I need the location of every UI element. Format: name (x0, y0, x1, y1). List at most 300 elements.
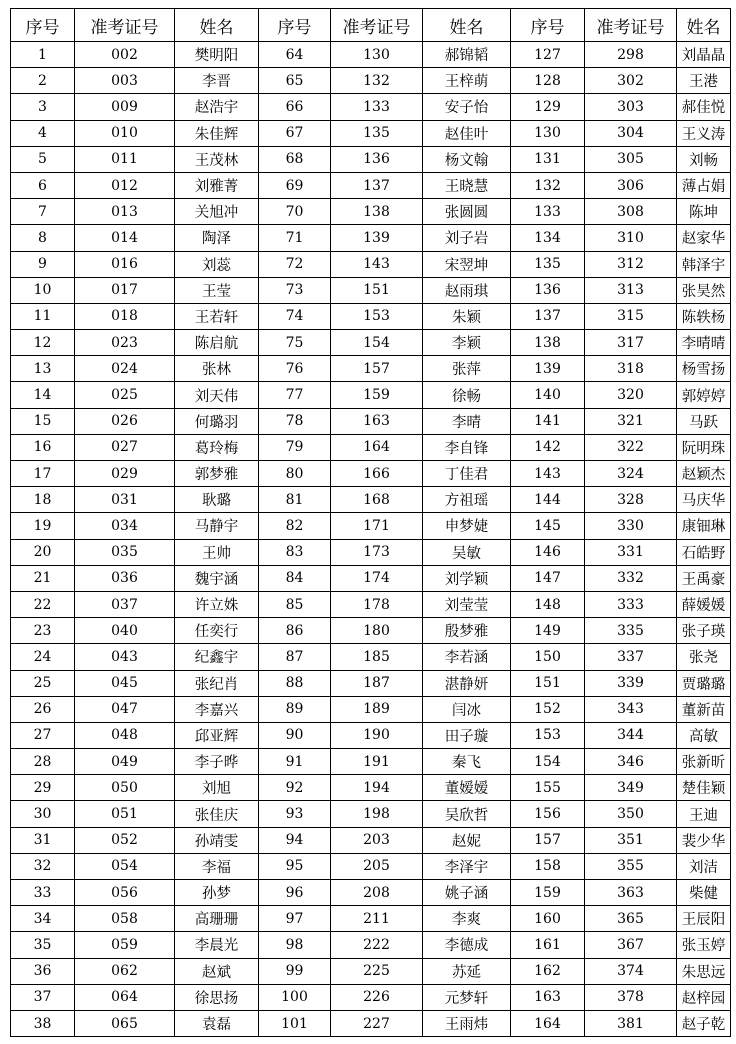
exam-id-cell: 310 (585, 225, 677, 251)
name-cell: 袁磊 (175, 1010, 259, 1036)
table-row (11, 251, 731, 277)
seq-cell: 161 (511, 932, 585, 958)
name-cell: 王禹豪 (677, 565, 731, 591)
exam-id-cell: 378 (585, 984, 677, 1010)
name-cell: 姚子涵 (423, 880, 511, 906)
exam-id-cell: 225 (331, 958, 423, 984)
seq-cell: 144 (511, 487, 585, 513)
seq-cell: 127 (511, 42, 585, 68)
table-row (11, 356, 731, 382)
name-cell: 张新昕 (677, 749, 731, 775)
seq-cell: 130 (511, 120, 585, 146)
seq-cell: 37 (11, 984, 75, 1010)
name-cell: 徐畅 (423, 382, 511, 408)
seq-cell: 79 (259, 434, 331, 460)
seq-cell: 137 (511, 303, 585, 329)
exam-id-cell: 322 (585, 434, 677, 460)
seq-cell: 5 (11, 146, 75, 172)
table-row (11, 958, 731, 984)
table-row (11, 513, 731, 539)
seq-cell: 13 (11, 356, 75, 382)
exam-id-cell: 139 (331, 225, 423, 251)
exam-id-cell: 026 (75, 408, 175, 434)
exam-id-cell: 157 (331, 356, 423, 382)
seq-cell: 157 (511, 827, 585, 853)
table-row (11, 749, 731, 775)
name-cell: 郝锦韬 (423, 42, 511, 68)
seq-cell: 158 (511, 853, 585, 879)
name-cell: 赵斌 (175, 958, 259, 984)
name-cell: 赵颖杰 (677, 461, 731, 487)
name-cell: 张昊然 (677, 277, 731, 303)
name-cell: 邱亚辉 (175, 722, 259, 748)
seq-cell: 1 (11, 42, 75, 68)
name-cell: 王帅 (175, 539, 259, 565)
header-name: 姓名 (423, 9, 511, 42)
exam-id-cell: 151 (331, 277, 423, 303)
seq-cell: 75 (259, 330, 331, 356)
name-cell: 李子晔 (175, 749, 259, 775)
name-cell: 张林 (175, 356, 259, 382)
seq-cell: 129 (511, 94, 585, 120)
name-cell: 杨文翰 (423, 146, 511, 172)
exam-id-cell: 302 (585, 68, 677, 94)
name-cell: 王义涛 (677, 120, 731, 146)
name-cell: 刘蕊 (175, 251, 259, 277)
name-cell: 高敏 (677, 722, 731, 748)
name-cell: 郭婷婷 (677, 382, 731, 408)
exam-id-cell: 328 (585, 487, 677, 513)
seq-cell: 93 (259, 801, 331, 827)
seq-cell: 76 (259, 356, 331, 382)
exam-id-cell: 190 (331, 722, 423, 748)
table-row (11, 801, 731, 827)
name-cell: 李晨光 (175, 932, 259, 958)
exam-id-cell: 010 (75, 120, 175, 146)
name-cell: 贾璐璐 (677, 670, 731, 696)
seq-cell: 28 (11, 749, 75, 775)
exam-id-cell: 337 (585, 644, 677, 670)
exam-id-cell: 130 (331, 42, 423, 68)
exam-id-cell: 159 (331, 382, 423, 408)
name-cell: 王晓慧 (423, 172, 511, 198)
name-cell: 朱颖 (423, 303, 511, 329)
name-cell: 柴健 (677, 880, 731, 906)
name-cell: 康钿琳 (677, 513, 731, 539)
name-cell: 马庆华 (677, 487, 731, 513)
name-cell: 高珊珊 (175, 906, 259, 932)
name-cell: 石皓野 (677, 539, 731, 565)
header-exam-id: 准考证号 (331, 9, 423, 42)
name-cell: 赵妮 (423, 827, 511, 853)
exam-id-cell: 029 (75, 461, 175, 487)
table-row (11, 408, 731, 434)
table-row (11, 382, 731, 408)
exam-id-cell: 315 (585, 303, 677, 329)
name-cell: 孙梦 (175, 880, 259, 906)
name-cell: 安子怡 (423, 94, 511, 120)
exam-id-cell: 343 (585, 696, 677, 722)
seq-cell: 141 (511, 408, 585, 434)
name-cell: 魏宇涵 (175, 565, 259, 591)
seq-cell: 88 (259, 670, 331, 696)
table-row (11, 146, 731, 172)
exam-id-cell: 143 (331, 251, 423, 277)
name-cell: 孙靖雯 (175, 827, 259, 853)
table-row (11, 932, 731, 958)
exam-id-cell: 187 (331, 670, 423, 696)
seq-cell: 23 (11, 618, 75, 644)
name-cell: 董新苗 (677, 696, 731, 722)
seq-cell: 21 (11, 565, 75, 591)
table-row (11, 775, 731, 801)
name-cell: 李若涵 (423, 644, 511, 670)
name-cell: 徐思扬 (175, 984, 259, 1010)
seq-cell: 138 (511, 330, 585, 356)
exam-id-cell: 349 (585, 775, 677, 801)
table-row (11, 644, 731, 670)
name-cell: 薛媛媛 (677, 591, 731, 617)
name-cell: 刘畅 (677, 146, 731, 172)
name-cell: 李晋 (175, 68, 259, 94)
seq-cell: 143 (511, 461, 585, 487)
seq-cell: 154 (511, 749, 585, 775)
seq-cell: 18 (11, 487, 75, 513)
name-cell: 陶泽 (175, 225, 259, 251)
exam-id-cell: 333 (585, 591, 677, 617)
exam-id-cell: 023 (75, 330, 175, 356)
name-cell: 董嫒嫒 (423, 775, 511, 801)
seq-cell: 151 (511, 670, 585, 696)
exam-id-cell: 198 (331, 801, 423, 827)
name-cell: 苏延 (423, 958, 511, 984)
name-cell: 朱佳辉 (175, 120, 259, 146)
exam-id-cell: 056 (75, 880, 175, 906)
exam-id-cell: 203 (331, 827, 423, 853)
exam-id-cell: 011 (75, 146, 175, 172)
seq-cell: 84 (259, 565, 331, 591)
seq-cell: 152 (511, 696, 585, 722)
exam-id-cell: 132 (331, 68, 423, 94)
exam-id-cell: 002 (75, 42, 175, 68)
table-row (11, 42, 731, 68)
name-cell: 李嘉兴 (175, 696, 259, 722)
seq-cell: 145 (511, 513, 585, 539)
seq-cell: 65 (259, 68, 331, 94)
seq-cell: 164 (511, 1010, 585, 1036)
table-row (11, 434, 731, 460)
table-row (11, 120, 731, 146)
name-cell: 赵梓园 (677, 984, 731, 1010)
name-cell: 王若轩 (175, 303, 259, 329)
name-cell: 赵佳叶 (423, 120, 511, 146)
exam-id-cell: 367 (585, 932, 677, 958)
seq-cell: 85 (259, 591, 331, 617)
exam-id-cell: 189 (331, 696, 423, 722)
seq-cell: 91 (259, 749, 331, 775)
seq-cell: 66 (259, 94, 331, 120)
exam-id-cell: 178 (331, 591, 423, 617)
roster-table (10, 8, 731, 1037)
exam-id-cell: 305 (585, 146, 677, 172)
seq-cell: 92 (259, 775, 331, 801)
exam-id-cell: 171 (331, 513, 423, 539)
seq-cell: 87 (259, 644, 331, 670)
name-cell: 赵浩宇 (175, 94, 259, 120)
exam-id-cell: 054 (75, 853, 175, 879)
exam-id-cell: 163 (331, 408, 423, 434)
seq-cell: 2 (11, 68, 75, 94)
seq-cell: 73 (259, 277, 331, 303)
exam-id-cell: 330 (585, 513, 677, 539)
exam-id-cell: 045 (75, 670, 175, 696)
seq-cell: 150 (511, 644, 585, 670)
exam-id-cell: 355 (585, 853, 677, 879)
seq-cell: 98 (259, 932, 331, 958)
seq-cell: 27 (11, 722, 75, 748)
exam-id-cell: 173 (331, 539, 423, 565)
seq-cell: 83 (259, 539, 331, 565)
name-cell: 王辰阳 (677, 906, 731, 932)
table-row (11, 618, 731, 644)
seq-cell: 96 (259, 880, 331, 906)
name-cell: 王迪 (677, 801, 731, 827)
exam-id-cell: 035 (75, 539, 175, 565)
exam-id-cell: 332 (585, 565, 677, 591)
exam-id-cell: 016 (75, 251, 175, 277)
table-row (11, 487, 731, 513)
name-cell: 王茂林 (175, 146, 259, 172)
seq-cell: 31 (11, 827, 75, 853)
seq-cell: 35 (11, 932, 75, 958)
seq-cell: 163 (511, 984, 585, 1010)
seq-cell: 8 (11, 225, 75, 251)
seq-cell: 136 (511, 277, 585, 303)
table-row (11, 670, 731, 696)
name-cell: 葛玲梅 (175, 434, 259, 460)
seq-cell: 38 (11, 1010, 75, 1036)
table-row (11, 225, 731, 251)
exam-id-cell: 363 (585, 880, 677, 906)
exam-id-cell: 191 (331, 749, 423, 775)
exam-id-cell: 036 (75, 565, 175, 591)
seq-cell: 131 (511, 146, 585, 172)
table-row (11, 68, 731, 94)
header-name: 姓名 (175, 9, 259, 42)
name-cell: 刘雅菁 (175, 172, 259, 198)
seq-cell: 6 (11, 172, 75, 198)
exam-id-cell: 344 (585, 722, 677, 748)
exam-id-cell: 164 (331, 434, 423, 460)
exam-id-cell: 381 (585, 1010, 677, 1036)
name-cell: 张圆圆 (423, 199, 511, 225)
name-cell: 王梓萌 (423, 68, 511, 94)
name-cell: 王雨炜 (423, 1010, 511, 1036)
name-cell: 刘晶晶 (677, 42, 731, 68)
seq-cell: 16 (11, 434, 75, 460)
exam-id-cell: 351 (585, 827, 677, 853)
name-cell: 任奕行 (175, 618, 259, 644)
seq-cell: 14 (11, 382, 75, 408)
exam-id-cell: 346 (585, 749, 677, 775)
name-cell: 朱思远 (677, 958, 731, 984)
table-row (11, 539, 731, 565)
exam-id-cell: 374 (585, 958, 677, 984)
exam-id-cell: 306 (585, 172, 677, 198)
name-cell: 陈轶杨 (677, 303, 731, 329)
seq-cell: 7 (11, 199, 75, 225)
header-seq: 序号 (259, 9, 331, 42)
seq-cell: 134 (511, 225, 585, 251)
exam-id-cell: 024 (75, 356, 175, 382)
exam-id-cell: 324 (585, 461, 677, 487)
seq-cell: 95 (259, 853, 331, 879)
header-row (11, 9, 731, 42)
exam-id-cell: 064 (75, 984, 175, 1010)
exam-id-cell: 321 (585, 408, 677, 434)
seq-cell: 15 (11, 408, 75, 434)
seq-cell: 70 (259, 199, 331, 225)
table-row (11, 303, 731, 329)
exam-id-cell: 313 (585, 277, 677, 303)
seq-cell: 68 (259, 146, 331, 172)
name-cell: 李德成 (423, 932, 511, 958)
seq-cell: 99 (259, 958, 331, 984)
seq-cell: 160 (511, 906, 585, 932)
table-body (11, 42, 731, 1037)
name-cell: 吴敏 (423, 539, 511, 565)
table-row (11, 330, 731, 356)
name-cell: 关旭冲 (175, 199, 259, 225)
seq-cell: 19 (11, 513, 75, 539)
exam-id-cell: 153 (331, 303, 423, 329)
exam-id-cell: 205 (331, 853, 423, 879)
table-row (11, 461, 731, 487)
seq-cell: 9 (11, 251, 75, 277)
seq-cell: 142 (511, 434, 585, 460)
name-cell: 赵家华 (677, 225, 731, 251)
seq-cell: 24 (11, 644, 75, 670)
name-cell: 宋翌坤 (423, 251, 511, 277)
exam-id-cell: 320 (585, 382, 677, 408)
exam-id-cell: 298 (585, 42, 677, 68)
exam-id-cell: 003 (75, 68, 175, 94)
seq-cell: 89 (259, 696, 331, 722)
header-exam-id: 准考证号 (75, 9, 175, 42)
name-cell: 殷梦雅 (423, 618, 511, 644)
name-cell: 李颖 (423, 330, 511, 356)
seq-cell: 34 (11, 906, 75, 932)
name-cell: 薄占娟 (677, 172, 731, 198)
table-row (11, 827, 731, 853)
name-cell: 刘莹莹 (423, 591, 511, 617)
exam-id-cell: 014 (75, 225, 175, 251)
seq-cell: 133 (511, 199, 585, 225)
name-cell: 刘旭 (175, 775, 259, 801)
name-cell: 王港 (677, 68, 731, 94)
seq-cell: 3 (11, 94, 75, 120)
name-cell: 郭梦雅 (175, 461, 259, 487)
exam-id-cell: 018 (75, 303, 175, 329)
exam-id-cell: 027 (75, 434, 175, 460)
seq-cell: 147 (511, 565, 585, 591)
exam-id-cell: 137 (331, 172, 423, 198)
name-cell: 李福 (175, 853, 259, 879)
name-cell: 张佳庆 (175, 801, 259, 827)
exam-id-cell: 040 (75, 618, 175, 644)
exam-id-cell: 211 (331, 906, 423, 932)
seq-cell: 22 (11, 591, 75, 617)
name-cell: 张玉婷 (677, 932, 731, 958)
name-cell: 李自锋 (423, 434, 511, 460)
seq-cell: 139 (511, 356, 585, 382)
table-row (11, 1010, 731, 1036)
exam-id-cell: 339 (585, 670, 677, 696)
seq-cell: 4 (11, 120, 75, 146)
name-cell: 刘学颖 (423, 565, 511, 591)
table-row (11, 199, 731, 225)
exam-id-cell: 166 (331, 461, 423, 487)
exam-id-cell: 331 (585, 539, 677, 565)
header-seq: 序号 (11, 9, 75, 42)
seq-cell: 153 (511, 722, 585, 748)
exam-id-cell: 208 (331, 880, 423, 906)
exam-id-cell: 047 (75, 696, 175, 722)
name-cell: 李晴晴 (677, 330, 731, 356)
seq-cell: 82 (259, 513, 331, 539)
seq-cell: 78 (259, 408, 331, 434)
exam-id-cell: 312 (585, 251, 677, 277)
seq-cell: 69 (259, 172, 331, 198)
exam-id-cell: 135 (331, 120, 423, 146)
exam-id-cell: 009 (75, 94, 175, 120)
table-row (11, 984, 731, 1010)
seq-cell: 140 (511, 382, 585, 408)
exam-id-cell: 335 (585, 618, 677, 644)
seq-cell: 11 (11, 303, 75, 329)
exam-id-cell: 052 (75, 827, 175, 853)
seq-cell: 86 (259, 618, 331, 644)
name-cell: 刘子岩 (423, 225, 511, 251)
seq-cell: 71 (259, 225, 331, 251)
name-cell: 方祖瑶 (423, 487, 511, 513)
seq-cell: 90 (259, 722, 331, 748)
name-cell: 陈启航 (175, 330, 259, 356)
seq-cell: 101 (259, 1010, 331, 1036)
exam-id-cell: 136 (331, 146, 423, 172)
exam-id-cell: 048 (75, 722, 175, 748)
name-cell: 赵雨琪 (423, 277, 511, 303)
exam-id-cell: 013 (75, 199, 175, 225)
table-row (11, 565, 731, 591)
name-cell: 丁佳君 (423, 461, 511, 487)
exam-id-cell: 350 (585, 801, 677, 827)
exam-id-cell: 037 (75, 591, 175, 617)
name-cell: 韩泽宇 (677, 251, 731, 277)
name-cell: 湛静妍 (423, 670, 511, 696)
seq-cell: 100 (259, 984, 331, 1010)
name-cell: 赵子乾 (677, 1010, 731, 1036)
name-cell: 何璐羽 (175, 408, 259, 434)
exam-id-cell: 050 (75, 775, 175, 801)
seq-cell: 72 (259, 251, 331, 277)
exam-id-cell: 049 (75, 749, 175, 775)
name-cell: 刘天伟 (175, 382, 259, 408)
seq-cell: 159 (511, 880, 585, 906)
seq-cell: 36 (11, 958, 75, 984)
exam-id-cell: 062 (75, 958, 175, 984)
name-cell: 裴少华 (677, 827, 731, 853)
